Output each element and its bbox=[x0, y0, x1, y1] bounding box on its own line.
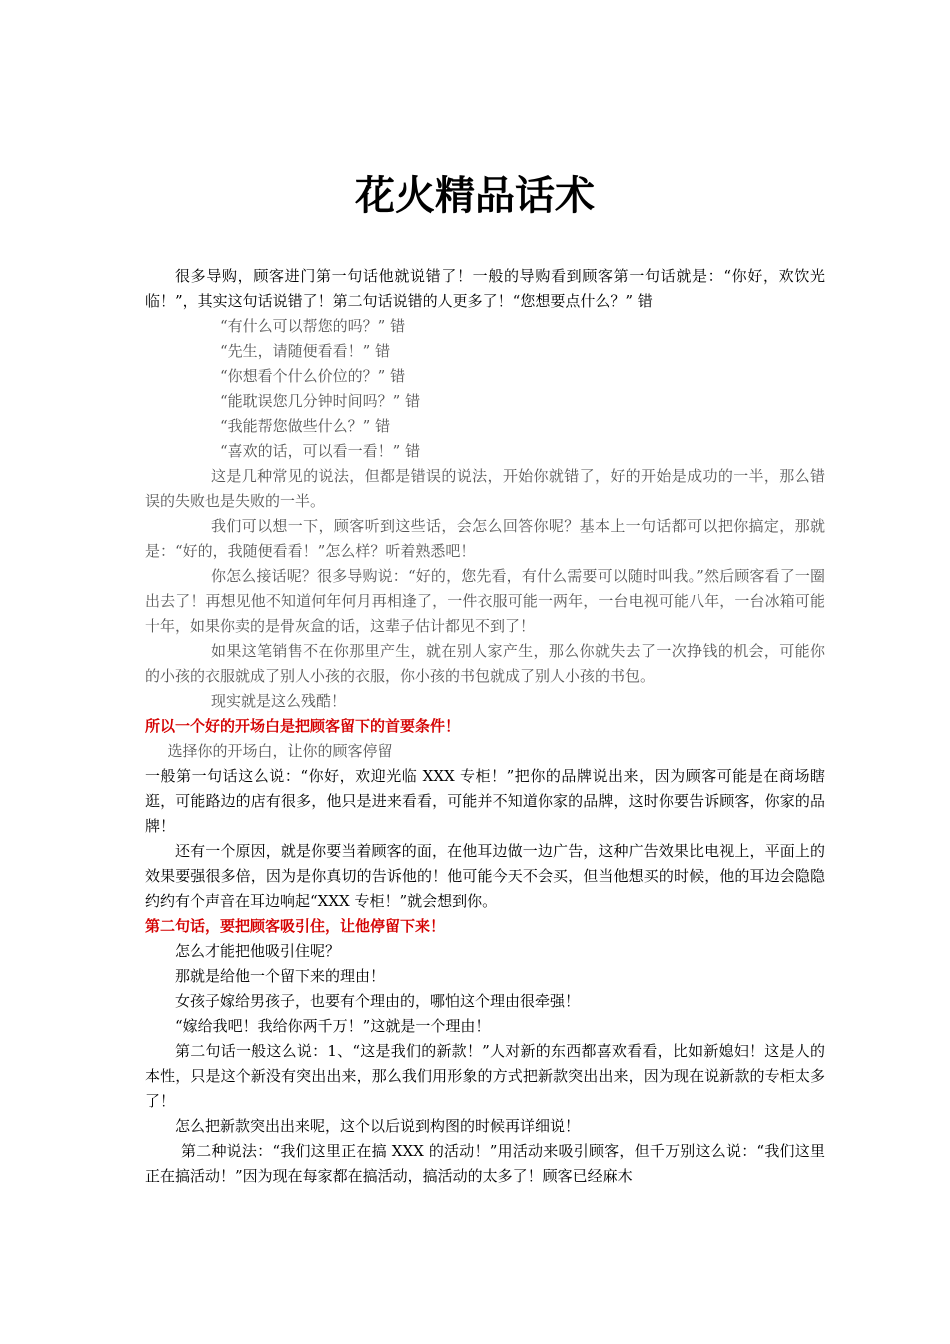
wrong-phrase: “喜欢的话，可以看一看！” 错 bbox=[220, 442, 421, 460]
paragraph: 女孩子嫁给男孩子，也要有个理由的，哪怕这个理由很牵强！ bbox=[175, 992, 581, 1010]
paragraph: 第二种说法：“我们这里正在搞 XXX 的活动！”用活动来吸引顾客，但千万别这么说：“我们这里正在搞活动！”因为现在每家都在搞活动，搞活动的太多了！顾客已经麻木 bbox=[145, 1142, 825, 1185]
wrong-phrase: “先生，请随便看看！” 错 bbox=[220, 342, 391, 360]
paragraph-intro: 很多导购，顾客进门第一句话他就说错了！一般的导购看到顾客第一句话就是：“你好，欢饮光临！”，其实这句话说错了！第二句话说错的人更多了！“您想要点什么？” 错 bbox=[145, 267, 825, 310]
paragraph: 你怎么接话呢？很多导购说：“好的，您先看，有什么需要可以随时叫我。”然后顾客看了一圈出去了！再想见他不知道何年何月再相逢了，一件衣服可能一两年，一台电视可能八年，一台冰箱可能十年，如果你卖的是骨灰盒的话，这辈子估计都见不到了！ bbox=[145, 567, 825, 635]
paragraph: 还有一个原因，就是你要当着顾客的面，在他耳边做一边广告，这种广告效果比电视上，平面上的效果要强很多倍，因为是你真切的告诉他的！他可能今天不会买，但当他想买的时候，他的耳边会隐隐约约有个声音在耳边响起“XXX 专柜！”就会想到你。 bbox=[145, 842, 825, 910]
wrong-phrase: “我能帮您做些什么？” 错 bbox=[220, 417, 391, 435]
paragraph: 怎么把新款突出出来呢，这个以后说到构图的时候再详细说！ bbox=[175, 1117, 581, 1135]
paragraph: 那就是给他一个留下来的理由！ bbox=[175, 967, 386, 985]
paragraph: 我们可以想一下，顾客听到这些话，会怎么回答你呢？基本上一句话都可以把你搞定，那就是：“好的，我随便看看！”怎么样？听着熟悉吧！ bbox=[145, 517, 825, 560]
paragraph: 选择你的开场白，让你的顾客停留 bbox=[167, 742, 393, 760]
wrong-phrase: “有什么可以帮您的吗？” 错 bbox=[220, 317, 406, 335]
paragraph: 如果这笔销售不在你那里产生，就在别人家产生，那么你就失去了一次挣钱的机会，可能你的小孩的衣服就成了别人小孩的衣服，你小孩的书包就成了别人小孩的书包。 bbox=[145, 642, 825, 685]
paragraph: 这是几种常见的说法，但都是错误的说法，开始你就错了，好的开始是成功的一半，那么错误的失败也是失败的一半。 bbox=[145, 467, 825, 510]
paragraph: 怎么才能把他吸引住呢？ bbox=[175, 942, 341, 960]
document-body bbox=[145, 264, 825, 1189]
paragraph: “嫁给我吧！我给你两千万！”这就是一个理由！ bbox=[175, 1017, 491, 1035]
document-title: 花火精品话术 bbox=[355, 172, 595, 219]
section-heading: 第二句话，要把顾客吸引住，让他停留下来！ bbox=[145, 917, 446, 935]
paragraph: 第二句话一般这么说：1、“这是我们的新款！”人对新的东西都喜欢看看，比如新媳妇！这是人的本性，只是这个新没有突出出来，那么我们用形象的方式把新款突出出来，因为现在说新款的专柜太多了！ bbox=[145, 1042, 825, 1110]
wrong-phrase: “能耽误您几分钟时间吗？” 错 bbox=[220, 392, 421, 410]
wrong-phrase: “你想看个什么价位的？” 错 bbox=[220, 367, 406, 385]
paragraph: 一般第一句话这么说：“你好，欢迎光临 XXX 专柜！”把你的品牌说出来，因为顾客可能是在商场瞎逛，可能路边的店有很多，他只是进来看看，可能并不知道你家的品牌，这时你要告诉顾客，你家的品牌！ bbox=[145, 767, 825, 835]
section-heading: 所以一个好的开场白是把顾客留下的首要条件！ bbox=[145, 717, 461, 735]
paragraph: 现实就是这么残酷！ bbox=[211, 692, 347, 710]
